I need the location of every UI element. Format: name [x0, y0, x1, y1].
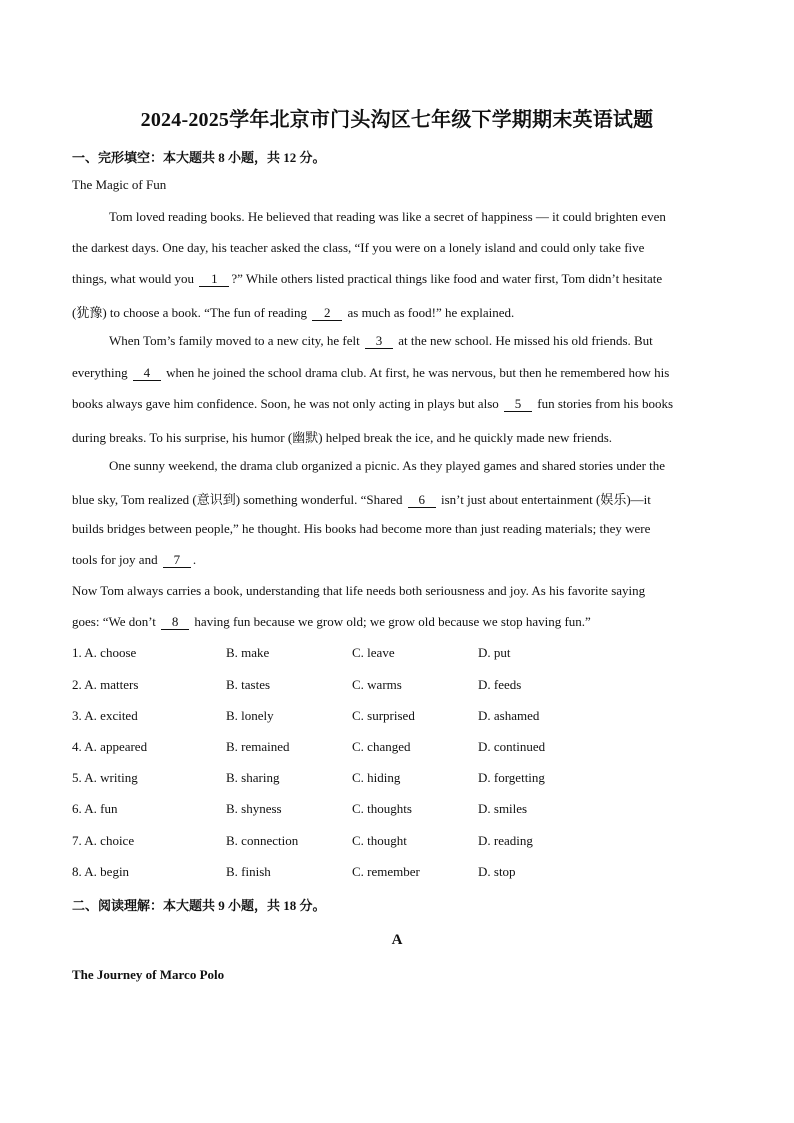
option-c: C. changed: [352, 739, 411, 754]
reading-passage-title: The Journey of Marco Polo: [72, 967, 225, 982]
exam-title: 2024-2025学年北京市门头沟区七年级下学期期末英语试题: [140, 109, 654, 131]
passage-line: When Tom’s family moved to a new city, he felt 3 at the new school. He missed his old friends. But: [109, 333, 653, 348]
question-options: [72, 864, 732, 882]
option-b: B. shyness: [226, 801, 282, 816]
passage-line: the darkest days. One day, his teacher asked the class, “If you were on a lonely island and could only take five: [72, 240, 645, 255]
passage-line: builds bridges between people,” he thought. His books had become more than just reading materials; they were: [72, 521, 651, 536]
option-d: D. feeds: [478, 677, 522, 692]
passage-line: books always gave him confidence. Soon, he was not only acting in plays but also 5 fun stories from his books: [72, 396, 674, 411]
option-d: D. continued: [478, 739, 546, 754]
passage-line: Tom loved reading books. He believed that reading was like a secret of happiness — it could brighten even: [109, 209, 666, 224]
question-options: [72, 677, 732, 695]
blank-5: 5: [504, 397, 532, 412]
reading-part-letter: A: [391, 932, 403, 948]
option-b: B. finish: [226, 864, 271, 879]
passage-line: (犹豫) to choose a book. “The fun of reading 2 as much as food!” he explained.: [72, 305, 515, 320]
option-a: 6. A. fun: [72, 801, 118, 816]
option-d: D. smiles: [478, 801, 528, 816]
option-d: D. stop: [478, 864, 516, 879]
question-options: [72, 645, 732, 663]
passage-line: tools for joy and 7 .: [72, 552, 197, 567]
passage-title: The Magic of Fun: [72, 177, 167, 192]
option-c: C. thoughts: [352, 801, 412, 816]
option-a: 1. A. choose: [72, 645, 137, 660]
passage-line: during breaks. To his surprise, his humor (幽默) helped break the ice, and he quickly made new friends.: [72, 430, 613, 445]
option-b: B. connection: [226, 833, 299, 848]
option-a: 3. A. excited: [72, 708, 138, 723]
option-a: 7. A. choice: [72, 833, 135, 848]
option-b: B. remained: [226, 739, 290, 754]
blank-8: 8: [161, 615, 189, 630]
passage-line: goes: “We don’t 8 having fun because we grow old; we grow old because we stop having fun.”: [72, 614, 591, 629]
option-d: D. reading: [478, 833, 533, 848]
option-c: C. warms: [352, 677, 402, 692]
question-options: [72, 833, 732, 851]
blank-2: 2: [312, 306, 342, 321]
option-c: C. leave: [352, 645, 395, 660]
passage-line: One sunny weekend, the drama club organized a picnic. As they played games and shared stories under the: [109, 458, 666, 473]
passage-line: things, what would you 1 ?” While others listed practical things like food and water first, Tom didn’t hesitate: [72, 271, 663, 286]
question-options: [72, 708, 732, 726]
option-b: B. make: [226, 645, 270, 660]
option-c: C. remember: [352, 864, 420, 879]
blank-4: 4: [133, 366, 161, 381]
option-a: 8. A. begin: [72, 864, 130, 879]
option-c: C. thought: [352, 833, 407, 848]
section-1-heading: 一、完形填空：本大题共 8 小题，共 12 分。: [72, 150, 326, 165]
option-b: B. tastes: [226, 677, 271, 692]
question-options: [72, 770, 732, 788]
option-a: 5. A. writing: [72, 770, 138, 785]
passage-line: everything 4 when he joined the school drama club. At first, he was nervous, but then he remembered how his: [72, 365, 670, 380]
option-a: 2. A. matters: [72, 677, 139, 692]
option-d: D. ashamed: [478, 708, 540, 723]
option-b: B. sharing: [226, 770, 280, 785]
option-b: B. lonely: [226, 708, 274, 723]
passage-line: Now Tom always carries a book, understanding that life needs both seriousness and joy. As his favorite saying: [72, 583, 646, 598]
blank-3: 3: [365, 334, 393, 349]
question-options: [72, 801, 732, 819]
option-a: 4. A. appeared: [72, 739, 148, 754]
section-2-heading: 二、阅读理解：本大题共 9 小题，共 18 分。: [72, 898, 326, 913]
option-c: C. hiding: [352, 770, 401, 785]
option-d: D. put: [478, 645, 511, 660]
blank-7: 7: [163, 553, 191, 568]
option-d: D. forgetting: [478, 770, 545, 785]
blank-6: 6: [408, 493, 436, 508]
question-options: [72, 739, 732, 757]
option-c: C. surprised: [352, 708, 415, 723]
blank-1: 1: [199, 272, 229, 287]
passage-line: blue sky, Tom realized (意识到) something wonderful. “Shared 6 isn’t just about entertainment (娱乐)—it: [72, 492, 651, 507]
